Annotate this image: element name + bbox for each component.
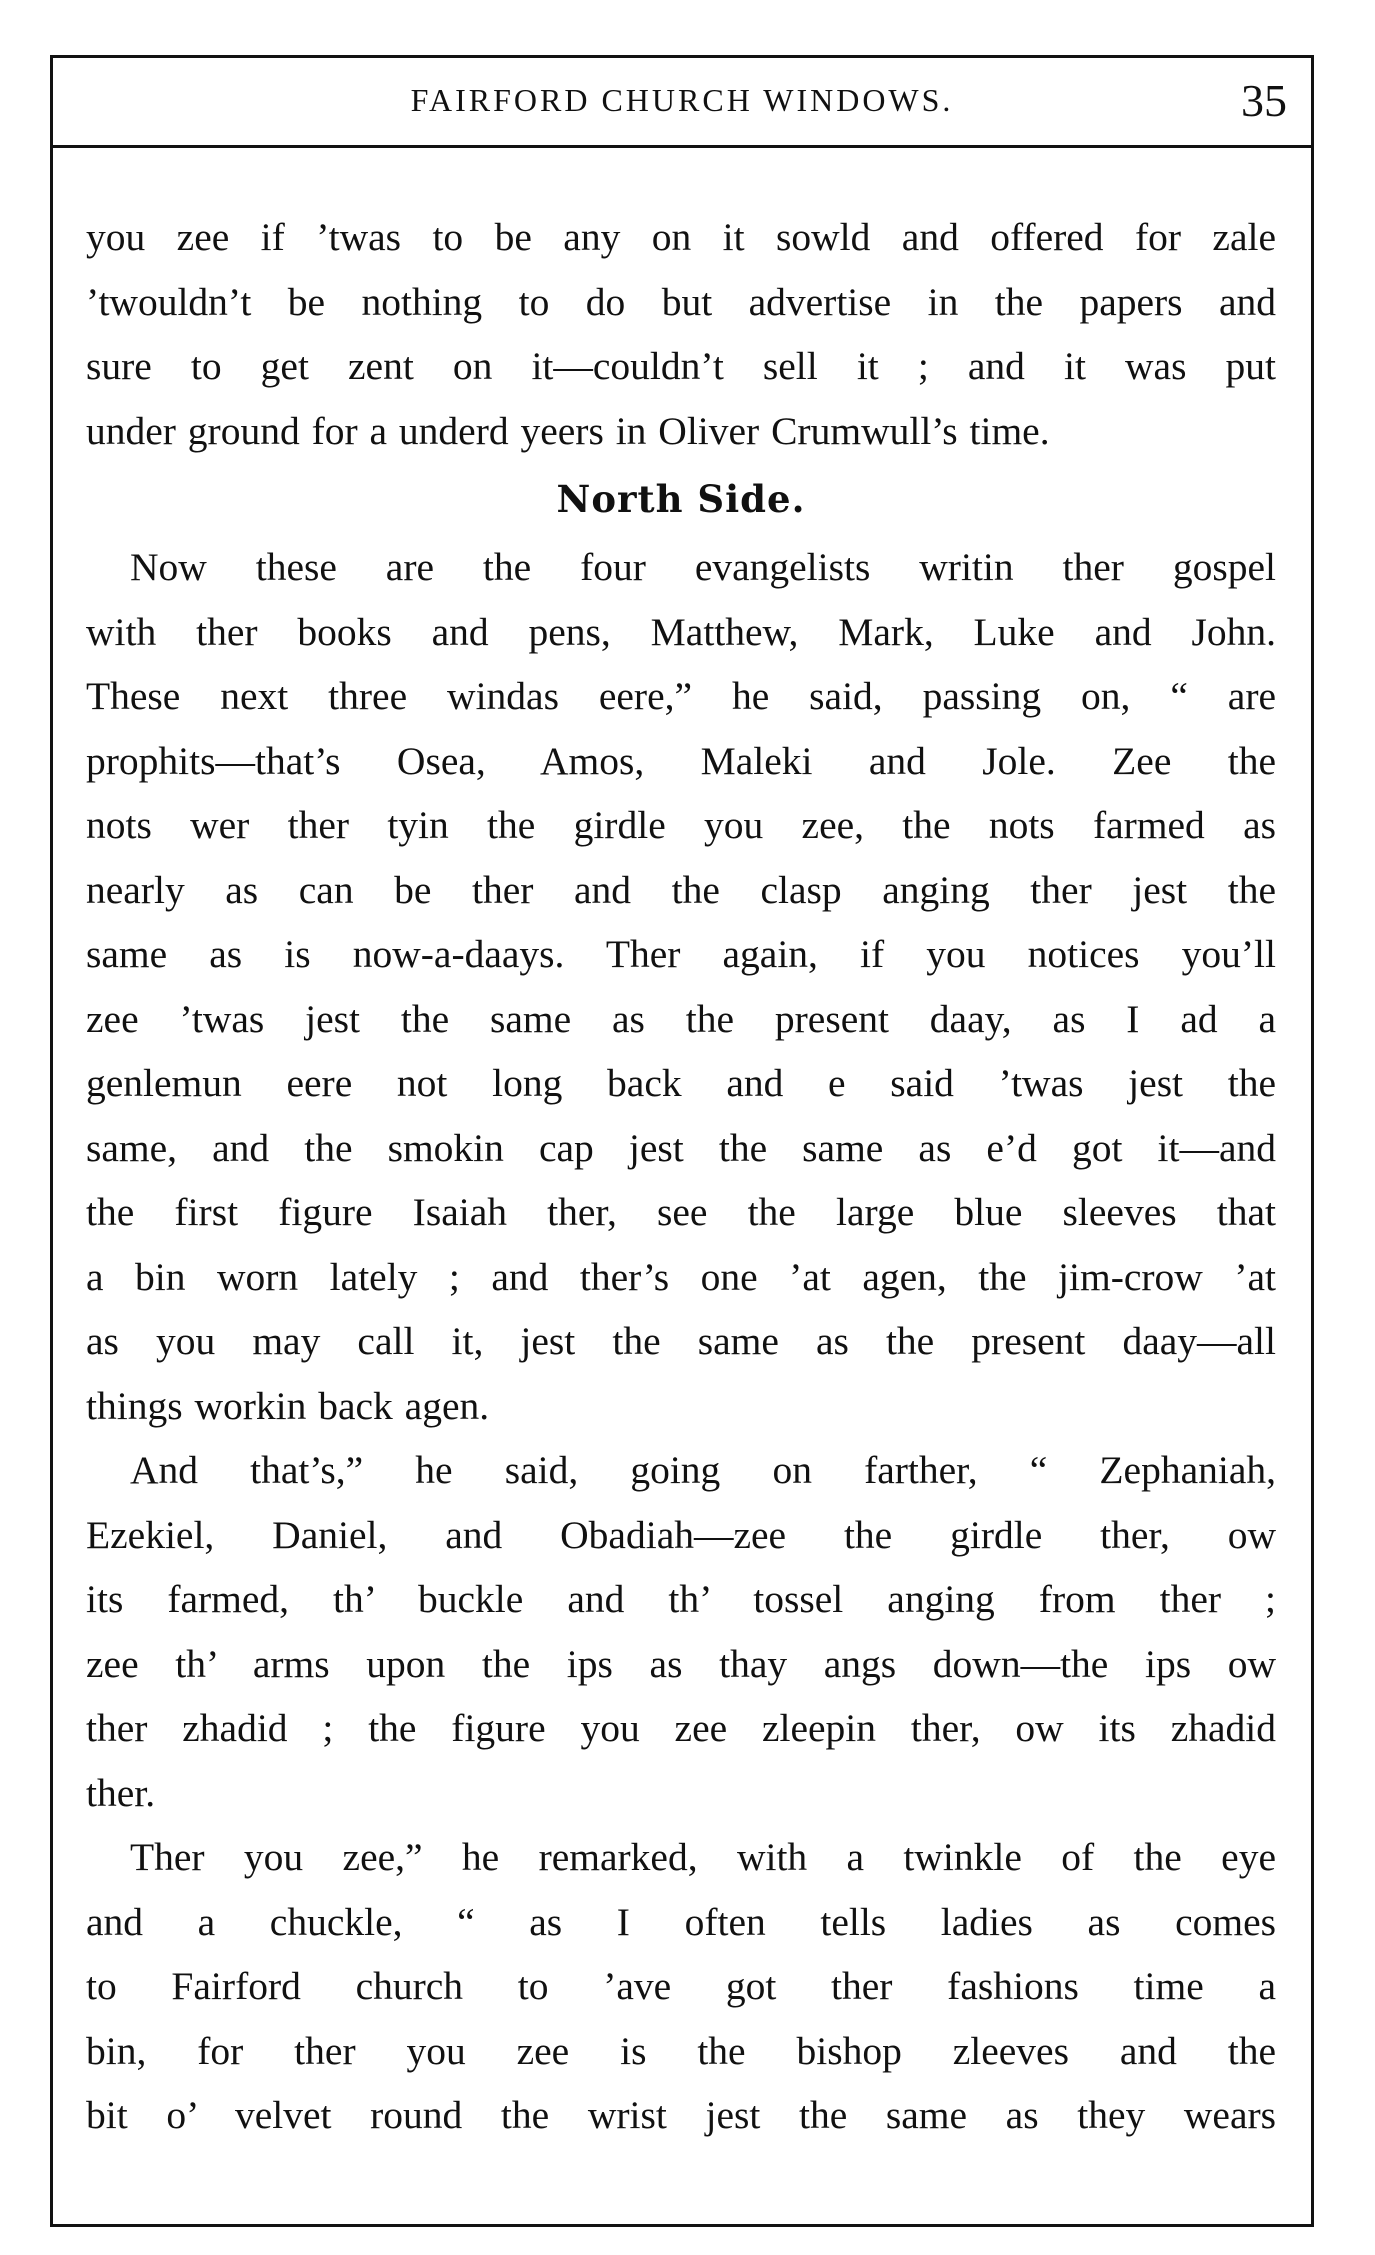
paragraph-3 <box>86 1438 1276 1825</box>
text-line: as you may call it, jest the same as the present daay—all <box>86 1319 1276 1363</box>
text-line: ’twouldn’t be nothing to do but advertise in the papers and <box>86 279 1276 324</box>
text-line: sure to get zent on it—couldn’t sell it ; and it was put <box>86 344 1276 388</box>
running-head-title <box>53 82 1311 120</box>
text-line: its farmed, th’ buckle and th’ tossel anging from ther ; <box>86 1577 1276 1621</box>
section-heading: North Side. <box>556 477 806 521</box>
text-line: genlemun eere not long back and e said ’twas jest the <box>86 1061 1276 1105</box>
text-line: bit o’ velvet round the wrist jest the same as they wears <box>86 2093 1276 2137</box>
text-line: and a chuckle, “ as I often tells ladies as comes <box>86 1899 1276 1944</box>
text-line: you zee if ’twas to be any on it sowld and offered for zale <box>86 215 1276 259</box>
text-line: Ther you zee,” he remarked, with a twinkle of the eye <box>130 1835 1276 1879</box>
text-line: zee ’twas jest the same as the present daay, as I ad a <box>86 996 1276 1041</box>
text-line: Ezekiel, Daniel, and Obadiah—zee the girdle ther, ow <box>86 1512 1276 1557</box>
text-line: same as is now-a-daays. Ther again, if you notices you’ll <box>86 932 1276 976</box>
page-number: 35 <box>1241 75 1287 126</box>
text-line: with ther books and pens, Matthew, Mark, Luke and John. <box>86 609 1276 654</box>
paragraph-4 <box>86 1825 1276 2148</box>
text-line: nearly as can be ther and the clasp anging ther jest the <box>86 867 1276 912</box>
text-line: to Fairford church to ’ave got ther fashions time a <box>86 1964 1276 2008</box>
text-line: the first figure Isaiah ther, see the large blue sleeves that <box>86 1190 1276 1234</box>
text-line: ther. <box>86 1770 156 1815</box>
text-line: Now these are the four evangelists writin ther gospel <box>130 545 1276 589</box>
text-line: things workin back agen. <box>86 1383 490 1428</box>
paragraph-2 <box>86 535 1276 1438</box>
text-line: same, and the smokin cap jest the same as e’d got it—and <box>86 1125 1276 1170</box>
text-line: a bin worn lately ; and ther’s one ’at agen, the jim-crow ’at <box>86 1254 1276 1299</box>
text-line: zee th’ arms upon the ips as thay angs down—the ips ow <box>86 1641 1276 1686</box>
text-line: These next three windas eere,” he said, passing on, “ are <box>86 674 1276 718</box>
text-line: prophits—that’s Osea, Amos, Maleki and Jole. Zee the <box>86 738 1276 783</box>
text-line: And that’s,” he said, going on farther, “ Zephaniah, <box>130 1448 1276 1492</box>
paragraph-1 <box>86 205 1276 463</box>
text-line: nots wer ther tyin the girdle you zee, the nots farmed as <box>86 803 1276 847</box>
running-head-text: FAIRFORD CHURCH WINDOWS. <box>410 82 954 118</box>
page-body <box>86 205 1276 2148</box>
running-header <box>53 58 1311 148</box>
text-line: under ground for a underd yeers in Oliver Crumwull’s time. <box>86 408 1050 453</box>
text-line: ther zhadid ; the figure you zee zleepin ther, ow its zhadid <box>86 1706 1276 1750</box>
text-line: bin, for ther you zee is the bishop zleeves and the <box>86 2028 1276 2073</box>
